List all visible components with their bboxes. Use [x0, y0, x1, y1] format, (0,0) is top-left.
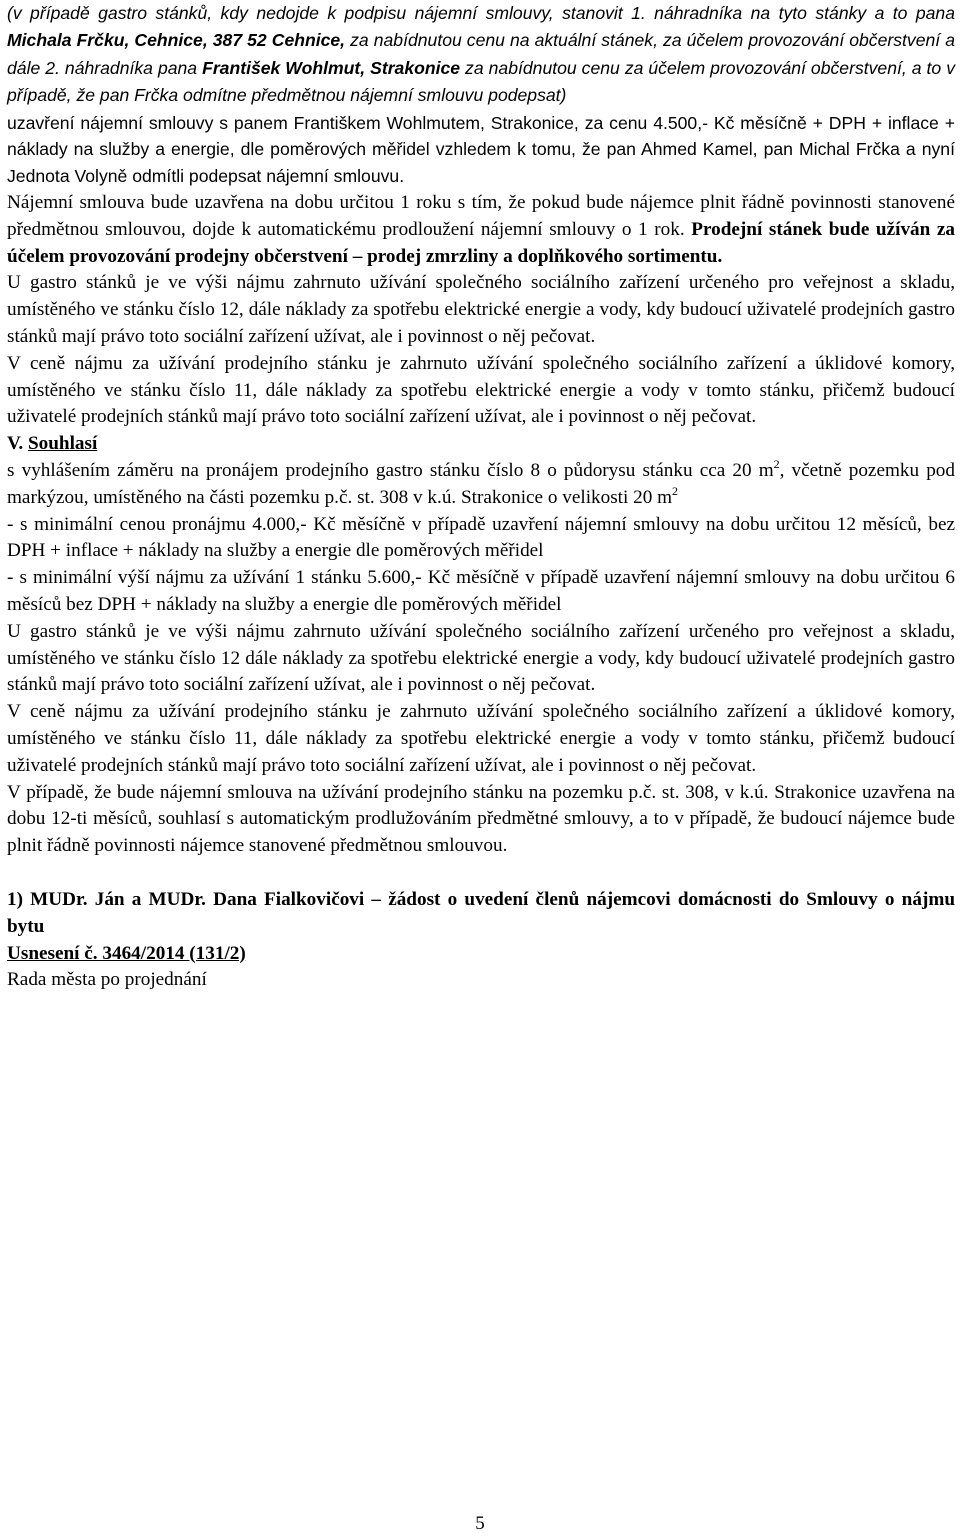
section-v-number: V. [7, 433, 28, 455]
lease-purpose-bold: Prodejní stánek bude užíván za účelem provozování prodejny občerstvení – prodej zmrzliny a doplňkového sortimentu. [7, 218, 955, 267]
lease-terms-paragraph: uzavření nájemní smlouvy s panem Františkem Wohlmutem, Strakonice, za cenu 4.500,- Kč měsíčně + DPH + inflace + náklady na služby a energie, dle poměrových měřidel vzhledem k tomu, že pan Ahmed Kamel, pan Michal Frčka a nyní Jednota Volyně odmítli podepsat nájemní smlouvu. [7, 112, 955, 187]
document-page [7, 0, 955, 994]
paragraph-stall-price-2: V ceně nájmu za užívání prodejního stánku je zahrnuto užívání společného sociálního zařízení a úklidové komory, umístěného ve stánku číslo 11, dále náklady za spotřebu elektrické energie a vody v tomto stánku, přičemž budoucí uživatelé prodejních stánků mají právo toto sociální zařízení užívat, ale i povinnost o něj pečovat. [7, 701, 955, 776]
lease-duration-text: Nájemní smlouva bude uzavřena na dobu určitou 1 roku s tím, že pokud bude nájemce plnit řádně povinnosti stanovené předmětnou smlouvou, dojde k automatickému prodloužení nájemní smlouvy o 1 rok. [7, 192, 955, 240]
consent-text-middle: , včetně pozemku pod markýzou, umístěného na části pozemku p.č. st. 308 v k.ú. Strakonice o velikosti 20 m [7, 459, 955, 508]
italic-note-name1: Michala Frčku, Cehnice, 387 52 Cehnice, [7, 30, 346, 51]
section-v-heading [7, 431, 955, 458]
closing-line: Rada města po projednání [7, 969, 207, 991]
consent-superscript-1: 2 [773, 456, 780, 471]
paragraph-auto-extension: V případě, že bude nájemní smlouva na užívání prodejního stánku na pozemku p.č. st. 308, v k.ú. Strakonice uzavřena na dobu 12-ti měsíců, souhlasí s automatickým prodlužováním předmětné smlouvy, a to v případě, že budoucí nájemce bude plnit řádně povinnosti nájemce stanovené předmětnou smlouvou. [7, 781, 955, 857]
italic-note [7, 0, 955, 110]
paragraph-gastro-facilities: U gastro stánků je ve výši nájmu zahrnuto užívání společného sociálního zařízení určeného pro veřejnost a skladu, umístěného ve stánku číslo 12, dále náklady za spotřebu elektrické energie a vody, kdy budoucí uživatelé prodejních gastro stánků mají právo toto sociální zařízení užívat, ale i povinnost o něj pečovat. [7, 272, 955, 347]
page-number: 5 [475, 1513, 485, 1534]
italic-note-name2: František Wohlmut, Strakonice [202, 57, 461, 78]
section-v-title: Souhlasí [27, 433, 98, 455]
condition-min-rent: - s minimální výší nájmu za užívání 1 stánku 5.600,- Kč měsíčně v případě uzavření nájemní smlouvy na dobu určitou 6 měsíců bez DPH + náklady na služby a energie dle poměrových měřidel [7, 567, 955, 615]
consent-text-start: s vyhlášením záměru na pronájem prodejního gastro stánku číslo 8 o půdorysu stánku cca 20 m [7, 459, 774, 481]
spacer [7, 860, 955, 887]
italic-note-part1: (v případě gastro stánků, kdy nedojde k podpisu nájemní smlouvy, stanovit 1. náhradníka na tyto stánky a to pana [7, 3, 955, 23]
italic-note-part2: za nabídnutou cenu na aktuální stánek, za účelem provozování občerstvení a dále 2. náhradníka pana [7, 30, 955, 78]
paragraph-stall-price: V ceně nájmu za užívání prodejního stánku je zahrnuto užívání společného sociálního zařízení a úklidové komory, umístěného ve stánku číslo 11, dále náklady za spotřebu elektrické energie a vody v tomto stánku, přičemž budoucí uživatelé prodejních stánků mají právo toto sociální zařízení užívat, ale i povinnost o něj pečovat. [7, 352, 955, 428]
italic-note-part3: za nabídnutou cenu za účelem provozování občerstvení, a to v případě, že pan Frčka odmítne předmětnou nájemní smlouvu podepsat) [7, 57, 955, 106]
agenda-item-heading: 1) MUDr. Ján a MUDr. Dana Fialkovičovi – žádost o uvedení členů nájemcovi domácnosti do Smlouvy o nájmu bytu [7, 888, 955, 937]
condition-min-price: - s minimální cenou pronájmu 4.000,- Kč měsíčně v případě uzavření nájemní smlouvy na dobu určitou 12 měsíců, bez DPH + inflace + náklady na služby a energie dle poměrových měřidel [7, 513, 955, 562]
resolution-number: Usnesení č. 3464/2014 (131/2) [7, 942, 246, 964]
consent-paragraph [7, 458, 955, 512]
paragraph-gastro-facilities-2: U gastro stánků je ve výši nájmu zahrnuto užívání společného sociálního zařízení určeného pro veřejnost a skladu, umístěného ve stánku číslo 12 dále náklady za spotřebu elektrické energie a vody, kdy budoucí uživatelé prodejních gastro stánků mají právo toto sociální zařízení užívat, ale i povinnost o něj pečovat. [7, 620, 955, 696]
consent-superscript-2: 2 [672, 483, 679, 498]
lease-duration-paragraph [7, 190, 955, 270]
